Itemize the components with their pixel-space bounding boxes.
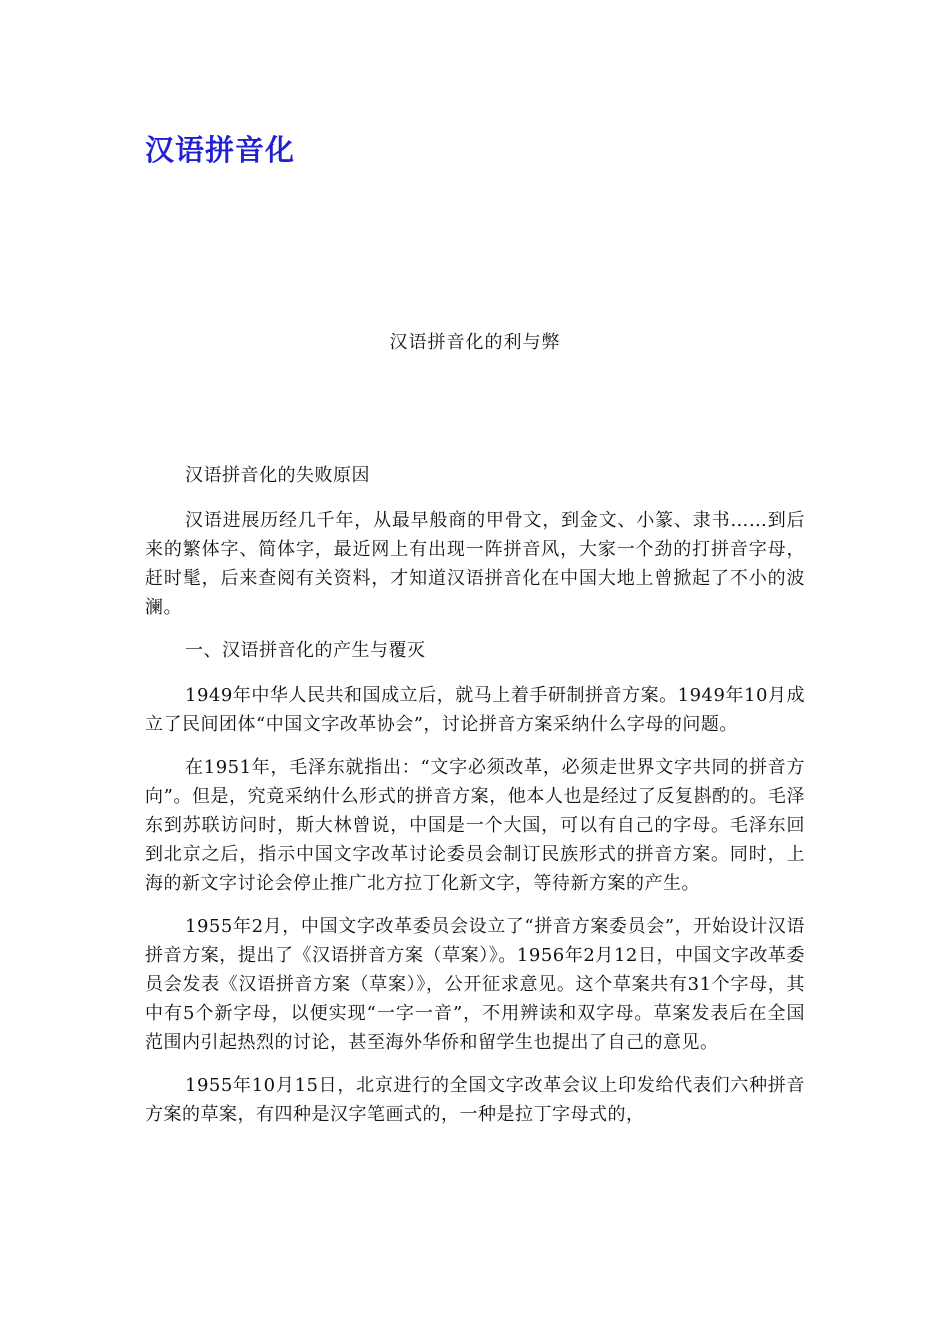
paragraph-1951: 在1951年，毛泽东就指出：“文字必须改革，必须走世界文字共同的拼音方向”。但是，究竟采纳什么形式的拼音方案，他本人也是经过了反复斟酌的。毛泽东到苏联访问时，斯大林曾说，中国是一个大国，可以有自己的字母。毛泽东回到北京之后，指示中国文字改革讨论委员会制订民族形式的拼音方案。同时，上海的新文字讨论会停止推广北方拉丁化新文字，等待新方案的产生。: [145, 757, 805, 894]
document-subtitle: 汉语拼音化的利与弊: [389, 332, 561, 353]
paragraph-intro: 汉语进展历经几千年，从最早般商的甲骨文，到金文、小篆、隶书……到后来的繁体字、简体字，最近网上有出现一阵拼音风，大家一个劲的打拼音字母，赶时髦，后来查阅有关资料，才知道汉语拼音化在中国大地上曾掀起了不小的波澜。: [145, 510, 805, 618]
document-body: [145, 461, 805, 1143]
section-heading-failure-reasons: 汉语拼音化的失败原因: [185, 465, 370, 486]
paragraph-1955-october: 1955年10月15日，北京进行的全国文字改革会议上印发给代表们六种拼音方案的草案，有四种是汉字笔画式的，一种是拉丁字母式的，: [145, 1075, 805, 1125]
paragraph-1955-february: 1955年2月，中国文字改革委员会设立了“拼音方案委员会”，开始设计汉语拼音方案，提出了《汉语拼音方案（草案）》。1956年2月12日，中国文字改革委员会发表《汉语拼音方案（草案）》，公开征求意见。这个草案共有31个字母，其中有5个新字母，以便实现“一字一音”，不用辨读和双字母。草案发表后在全国范围内引起热烈的讨论，甚至海外华侨和留学生也提出了自己的意见。: [145, 916, 805, 1053]
paragraph-1949: 1949年中华人民共和国成立后，就马上着手研制拼音方案。1949年10月成立了民间团体“中国文字改革协会”，讨论拼音方案采纳什么字母的问题。: [145, 685, 805, 735]
document-title: 汉语拼音化: [145, 133, 296, 167]
section-heading-origin-and-demise: 一、汉语拼音化的产生与覆灭: [185, 640, 426, 661]
